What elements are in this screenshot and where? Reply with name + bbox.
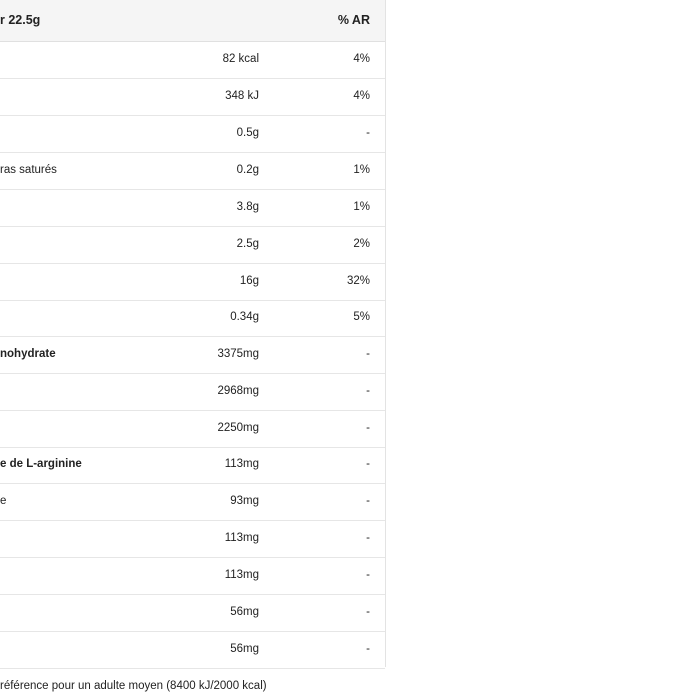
- nutrient-ar: -: [366, 606, 370, 618]
- nutrient-ar: 1%: [353, 201, 370, 213]
- nutrient-name: nohydrate: [0, 348, 56, 360]
- table-row: [0, 78, 385, 116]
- nutrient-value: 82 kcal: [222, 53, 259, 65]
- table-row: [0, 631, 385, 669]
- nutrient-value: 0.2g: [236, 164, 259, 176]
- nutrient-ar: 4%: [353, 53, 370, 65]
- table-row: [0, 336, 385, 374]
- table-row: [0, 520, 385, 558]
- nutrient-ar: 4%: [353, 90, 370, 102]
- table-row: [0, 299, 385, 337]
- nutrient-value: 2.5g: [236, 238, 259, 250]
- nutrient-ar: -: [366, 458, 370, 470]
- nutrient-ar: 2%: [353, 238, 370, 250]
- table-row: [0, 483, 385, 521]
- nutrient-value: 16g: [239, 275, 259, 287]
- nutrient-value: 0.5g: [236, 127, 259, 139]
- nutrient-name: e: [0, 495, 7, 507]
- nutrient-ar: -: [366, 643, 370, 655]
- header-ar: % AR: [337, 13, 370, 27]
- nutrient-value: 2968mg: [217, 385, 259, 397]
- nutrient-ar: 5%: [353, 311, 370, 323]
- nutrient-ar: -: [366, 385, 370, 397]
- nutrient-ar: -: [366, 348, 370, 360]
- nutrient-value: 3375mg: [217, 348, 259, 360]
- nutrient-value: 56mg: [230, 643, 259, 655]
- header-serving: r 22.5g: [0, 13, 41, 27]
- table-row: [0, 226, 385, 264]
- nutrient-ar: -: [366, 569, 370, 581]
- nutrient-ar: -: [366, 127, 370, 139]
- table-row: [0, 152, 385, 190]
- table-row: [0, 410, 385, 448]
- nutrient-value: 2250mg: [217, 422, 259, 434]
- nutrient-name: ras saturés: [0, 164, 57, 176]
- nutrient-ar: -: [366, 532, 370, 544]
- table-footnote: référence pour un adulte moyen (8400 kJ/2000 kcal): [0, 680, 267, 692]
- table-row: [0, 189, 385, 227]
- table-row: [0, 594, 385, 632]
- table-row: [0, 557, 385, 595]
- table-row: [0, 115, 385, 153]
- nutrient-ar: 1%: [353, 164, 370, 176]
- table-row: [0, 41, 385, 79]
- nutrient-value: 56mg: [230, 606, 259, 618]
- nutrient-ar: -: [366, 495, 370, 507]
- nutrient-name: e de L-arginine: [0, 458, 82, 470]
- nutrient-ar: 32%: [346, 275, 370, 287]
- nutrient-value: 113mg: [224, 532, 259, 544]
- table-row: [0, 263, 385, 301]
- nutrient-value: 348 kJ: [225, 90, 259, 102]
- nutrient-value: 3.8g: [236, 201, 259, 213]
- nutrient-value: 113mg: [224, 458, 259, 470]
- nutrient-value: 0.34g: [230, 311, 259, 323]
- table-row: [0, 446, 385, 484]
- nutrient-value: 93mg: [230, 495, 259, 507]
- nutrient-ar: -: [366, 422, 370, 434]
- table-header: [0, 0, 385, 42]
- nutrient-value: 113mg: [224, 569, 259, 581]
- table-row: [0, 373, 385, 411]
